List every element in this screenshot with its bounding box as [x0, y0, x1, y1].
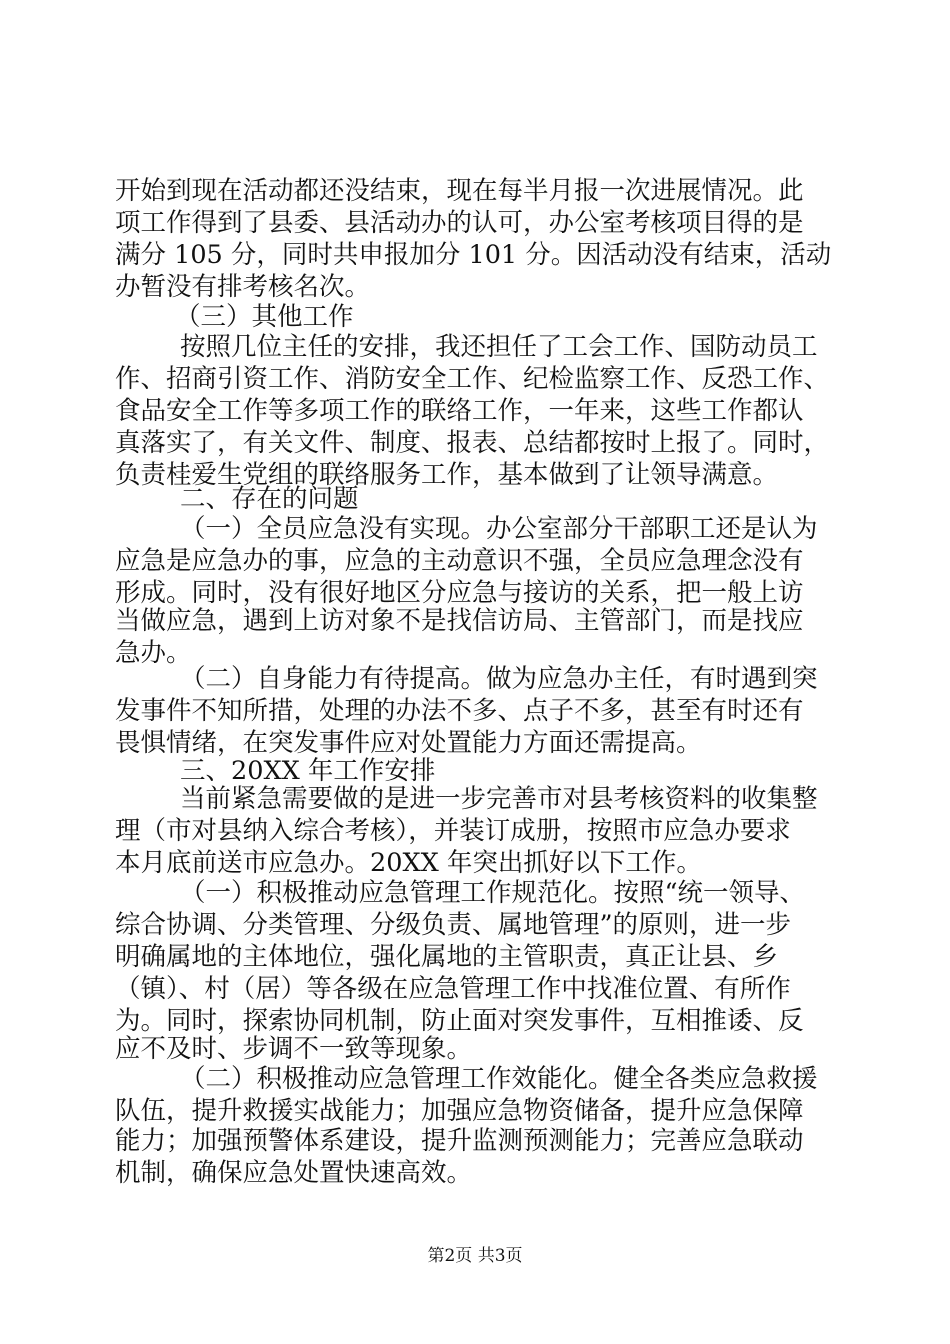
text-line: 明确属地的主体地位，强化属地的主管职责，真正让县、乡: [115, 942, 779, 972]
text-line: 项工作得到了县委、县活动办的认可，办公室考核项目得的是: [115, 208, 804, 238]
section-heading: 二、存在的问题: [180, 484, 359, 514]
text-line: 队伍，提升救援实战能力；加强应急物资储备，提升应急保障: [115, 1096, 804, 1126]
text-line: 满分 105 分，同时共申报加分 101 分。因活动没有结束，活动: [115, 240, 832, 270]
text-line: 能力；加强预警体系建设，提升监测预测能力；完善应急联动: [115, 1126, 804, 1156]
text-line: 急办。: [115, 638, 192, 668]
text-line: 畏惧情绪，在突发事件应对处置能力方面还需提高。: [115, 728, 702, 758]
text-line: 综合协调、分类管理、分级负责、属地管理”的原则，进一步: [115, 910, 792, 940]
text-line: 当做应急，遇到上访对象不是找信访局、主管部门，而是找应: [115, 606, 804, 636]
text-line: 应急是应急办的事，应急的主动意识不强，全员应急理念没有: [115, 546, 804, 576]
text-line: （镇）、村（居）等各级在应急管理工作中找准位置、有所作: [115, 974, 791, 1004]
section-heading: （三）其他工作: [175, 302, 354, 332]
text-line: 本月底前送市应急办。20XX 年突出抓好以下工作。: [115, 848, 702, 878]
text-line: 为。同时，探索协同机制，防止面对突发事件，互相推诿、反: [115, 1006, 804, 1036]
text-line: （二）自身能力有待提高。做为应急办主任，有时遇到突: [180, 664, 818, 694]
text-line: （一）全员应急没有实现。办公室部分干部职工还是认为: [180, 514, 818, 544]
text-line: 理（市对县纳入综合考核），并装订成册，按照市应急办要求: [115, 816, 791, 846]
section-heading: 三、20XX 年工作安排: [180, 756, 436, 786]
text-line: 按照几位主任的安排，我还担任了工会工作、国防动员工: [180, 332, 818, 362]
text-line: （二）积极推动应急管理工作效能化。健全各类应急救援: [180, 1064, 818, 1094]
text-line: 应不及时、步调不一致等现象。: [115, 1034, 473, 1064]
text-line: 办暂没有排考核名次。: [115, 272, 371, 302]
text-line: 真落实了，有关文件、制度、报表、总结都按时上报了。同时，: [115, 428, 830, 458]
page-number-footer: 第2页 共3页: [427, 1246, 523, 1266]
text-line: 食品安全工作等多项工作的联络工作，一年来，这些工作都认: [115, 396, 804, 426]
text-line: 开始到现在活动都还没结束，现在每半月报一次进展情况。此: [115, 176, 804, 206]
text-line: 机制，确保应急处置快速高效。: [115, 1158, 473, 1188]
text-line: 当前紧急需要做的是进一步完善市对县考核资料的收集整: [180, 784, 818, 814]
text-line: 负责桂爱生党组的联络服务工作，基本做到了让领导满意。: [115, 460, 779, 490]
text-line: 形成。同时，没有很好地区分应急与接访的关系，把一般上访: [115, 578, 804, 608]
text-line: （一）积极推动应急管理工作规范化。按照“统一领导、: [180, 878, 806, 908]
text-line: 作、招商引资工作、消防安全工作、纪检监察工作、反恐工作、: [115, 364, 830, 394]
text-line: 发事件不知所措，处理的办法不多、点子不多，甚至有时还有: [115, 696, 804, 726]
